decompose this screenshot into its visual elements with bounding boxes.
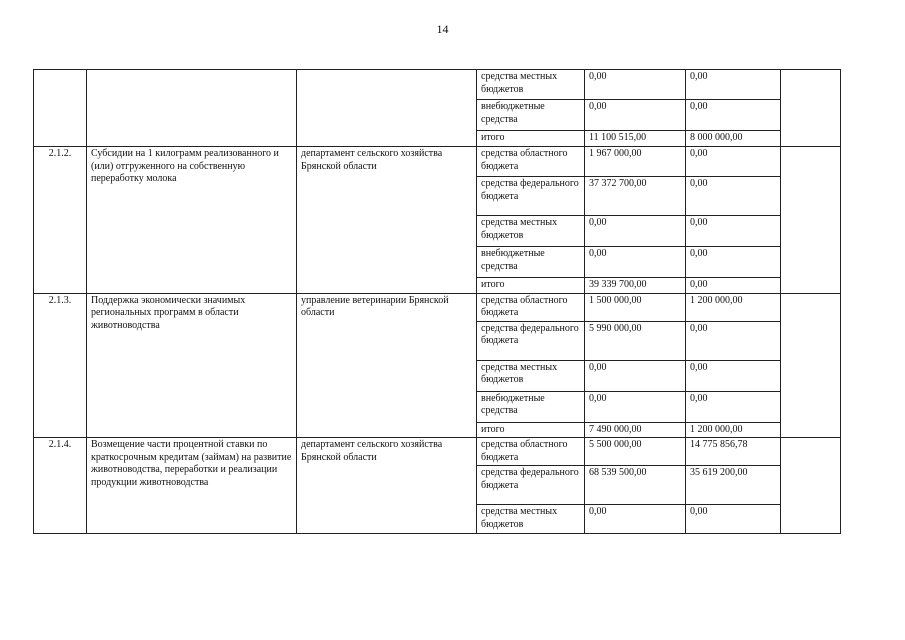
source-cell: средства областного бюджета bbox=[477, 147, 585, 177]
amount-2-cell: 35 619 200,00 bbox=[686, 466, 781, 505]
amount-1-cell: 7 490 000,00 bbox=[585, 422, 686, 438]
amount-1-cell: 0,00 bbox=[585, 360, 686, 391]
measure-name: Возмещение части процентной ставки по краткосрочным кредитам (займам) на развитие животноводства, переработки и реализации продукции животноводства bbox=[87, 438, 297, 534]
amount-1-cell: 5 500 000,00 bbox=[585, 438, 686, 466]
amount-2-cell: 1 200 000,00 bbox=[686, 422, 781, 438]
table-row bbox=[34, 147, 841, 177]
amount-1-cell: 0,00 bbox=[585, 216, 686, 247]
source-cell: средства местных бюджетов bbox=[477, 216, 585, 247]
measure-executor: департамент сельского хозяйства Брянской области bbox=[297, 438, 477, 534]
source-cell: итого bbox=[477, 278, 585, 294]
amount-1-cell: 1 500 000,00 bbox=[585, 293, 686, 321]
amount-2-cell: 8 000 000,00 bbox=[686, 131, 781, 147]
measure-code: 2.1.3. bbox=[34, 293, 87, 438]
amount-1-cell: 0,00 bbox=[585, 391, 686, 422]
amount-2-cell: 0,00 bbox=[686, 147, 781, 177]
amount-1-cell: 37 372 700,00 bbox=[585, 177, 686, 216]
amount-2-cell: 0,00 bbox=[686, 391, 781, 422]
amount-1-cell: 0,00 bbox=[585, 505, 686, 534]
amount-2-cell: 0,00 bbox=[686, 505, 781, 534]
amount-2-cell: 0,00 bbox=[686, 247, 781, 278]
amount-2-cell: 0,00 bbox=[686, 321, 781, 360]
amount-2-cell: 0,00 bbox=[686, 360, 781, 391]
source-cell: внебюджетные средства bbox=[477, 100, 585, 131]
empty-cell bbox=[781, 147, 841, 294]
amount-1-cell: 5 990 000,00 bbox=[585, 321, 686, 360]
amount-1-cell: 0,00 bbox=[585, 247, 686, 278]
source-cell: итого bbox=[477, 131, 585, 147]
empty-cell bbox=[781, 293, 841, 438]
source-cell: средства местных бюджетов bbox=[477, 360, 585, 391]
source-cell: внебюджетные средства bbox=[477, 391, 585, 422]
measure-code: 2.1.4. bbox=[34, 438, 87, 534]
amount-1-cell: 1 967 000,00 bbox=[585, 147, 686, 177]
executor-cell bbox=[297, 70, 477, 147]
amount-2-cell: 1 200 000,00 bbox=[686, 293, 781, 321]
amount-1-cell: 0,00 bbox=[585, 100, 686, 131]
amount-1-cell: 0,00 bbox=[585, 70, 686, 100]
source-cell: внебюджетные средства bbox=[477, 247, 585, 278]
table-row bbox=[34, 438, 841, 466]
amount-2-cell: 0,00 bbox=[686, 177, 781, 216]
source-cell: средства местных бюджетов bbox=[477, 70, 585, 100]
budget-table bbox=[33, 69, 841, 534]
table-row bbox=[34, 293, 841, 321]
amount-2-cell: 0,00 bbox=[686, 216, 781, 247]
empty-cell bbox=[781, 70, 841, 147]
measure-name: Субсидии на 1 килограмм реализованного и (или) отгруженного на собственную переработку молока bbox=[87, 147, 297, 294]
table-row bbox=[34, 70, 841, 100]
amount-2-cell: 0,00 bbox=[686, 278, 781, 294]
amount-1-cell: 11 100 515,00 bbox=[585, 131, 686, 147]
source-cell: средства федерального бюджета bbox=[477, 321, 585, 360]
page-number: 14 bbox=[436, 22, 449, 36]
source-cell: средства федерального бюджета bbox=[477, 177, 585, 216]
source-cell: средства областного бюджета bbox=[477, 293, 585, 321]
source-cell: итого bbox=[477, 422, 585, 438]
source-cell: средства областного бюджета bbox=[477, 438, 585, 466]
amount-2-cell: 0,00 bbox=[686, 70, 781, 100]
measure-executor: департамент сельского хозяйства Брянской области bbox=[297, 147, 477, 294]
empty-cell bbox=[781, 438, 841, 534]
measure-executor: управление ветеринарии Брянской области bbox=[297, 293, 477, 438]
amount-2-cell: 14 775 856,78 bbox=[686, 438, 781, 466]
amount-2-cell: 0,00 bbox=[686, 100, 781, 131]
source-cell: средства федерального бюджета bbox=[477, 466, 585, 505]
amount-1-cell: 39 339 700,00 bbox=[585, 278, 686, 294]
amount-1-cell: 68 539 500,00 bbox=[585, 466, 686, 505]
source-cell: средства местных бюджетов bbox=[477, 505, 585, 534]
code-cell bbox=[34, 70, 87, 147]
measure-code: 2.1.2. bbox=[34, 147, 87, 294]
measure-name-cell bbox=[87, 70, 297, 147]
measure-name: Поддержка экономически значимых региональных программ в области животноводства bbox=[87, 293, 297, 438]
